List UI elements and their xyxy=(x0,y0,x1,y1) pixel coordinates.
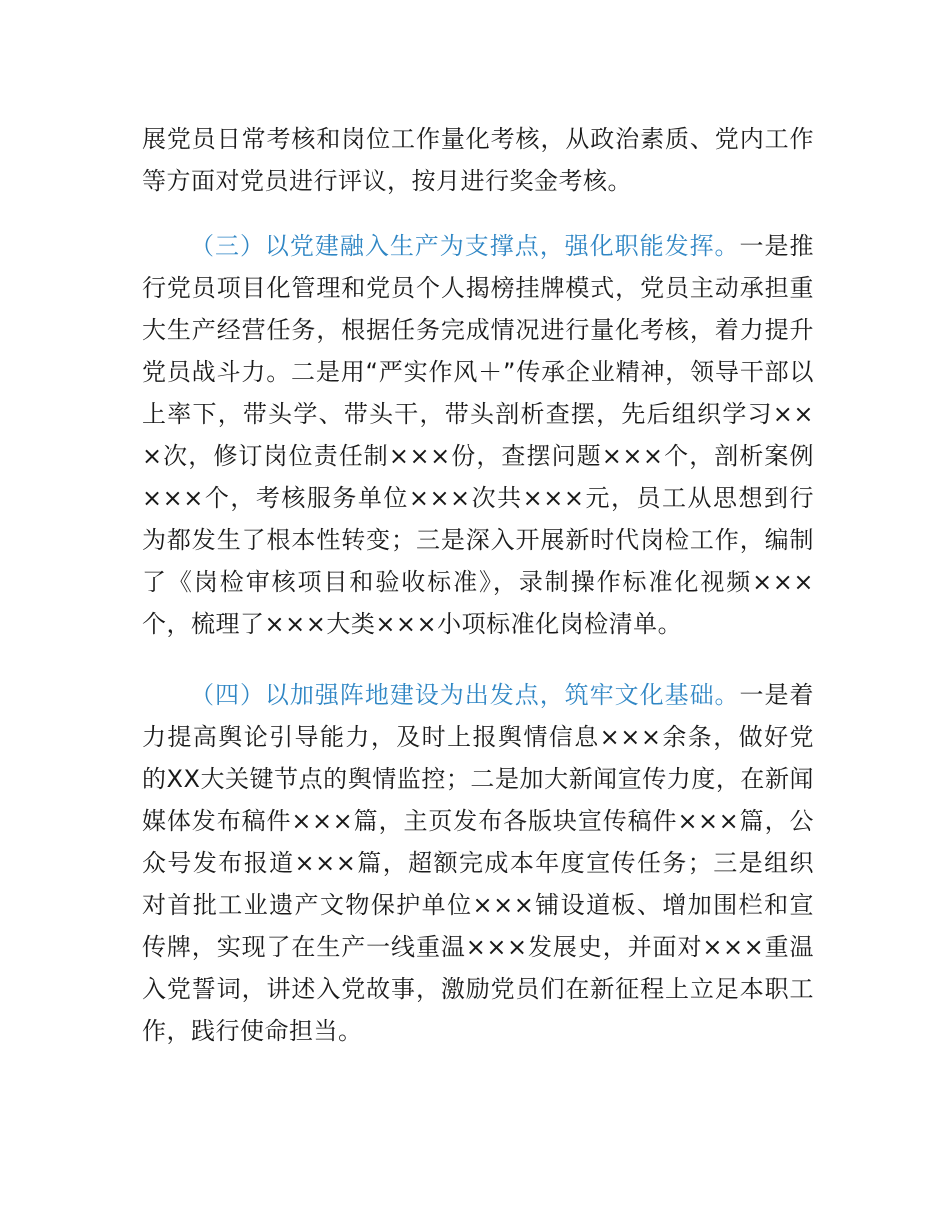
section-heading-four: （四）以加强阵地建设为出发点，筑牢文化基础。 xyxy=(190,681,740,709)
paragraph-section-four xyxy=(142,674,814,1052)
section-heading-three: （三）以党建融入生产为支撑点，强化职能发挥。 xyxy=(190,232,740,260)
paragraph-continuation xyxy=(142,118,814,202)
paragraph-section-three xyxy=(142,225,814,645)
paragraph-body: 一是着力提高舆论引导能力，及时上报舆情信息×××余条，做好党的XX大关键节点的舆情监控；二是加大新闻宣传力度，在新闻媒体发布稿件×××篇，主页发布各版块宣传稿件×××篇，公众号发布报道×××篇，超额完成本年度宣传任务；三是组织对首批工业遗产文物保护单位×××铺设道板、增加围栏和宣传牌，实现了在生产一线重温×××发展史，并面对×××重温入党誓词，讲述入党故事，激励党员们在新征程上立足本职工作，践行使命担当。 xyxy=(142,681,815,1045)
paragraph-body: 一是推行党员项目化管理和党员个人揭榜挂牌模式，党员主动承担重大生产经营任务，根据任务完成情况进行量化考核，着力提升党员战斗力。二是用“严实作风＋”传承企业精神，领导干部以上率下，带头学、带头干，带头剖析查摆，先后组织学习×××次，修订岗位责任制×××份，查摆问题×××个，剖析案例×××个，考核服务单位×××次共×××元，员工从思想到行为都发生了根本性转变；三是深入开展新时代岗检工作，编制了《岗检审核项目和验收标准》，录制操作标准化视频×××个，梳理了×××大类×××小项标准化岗检清单。 xyxy=(142,232,815,638)
paragraph-body: 展党员日常考核和岗位工作量化考核，从政治素质、党内工作等方面对党员进行评议，按月进行奖金考核。 xyxy=(142,125,814,195)
